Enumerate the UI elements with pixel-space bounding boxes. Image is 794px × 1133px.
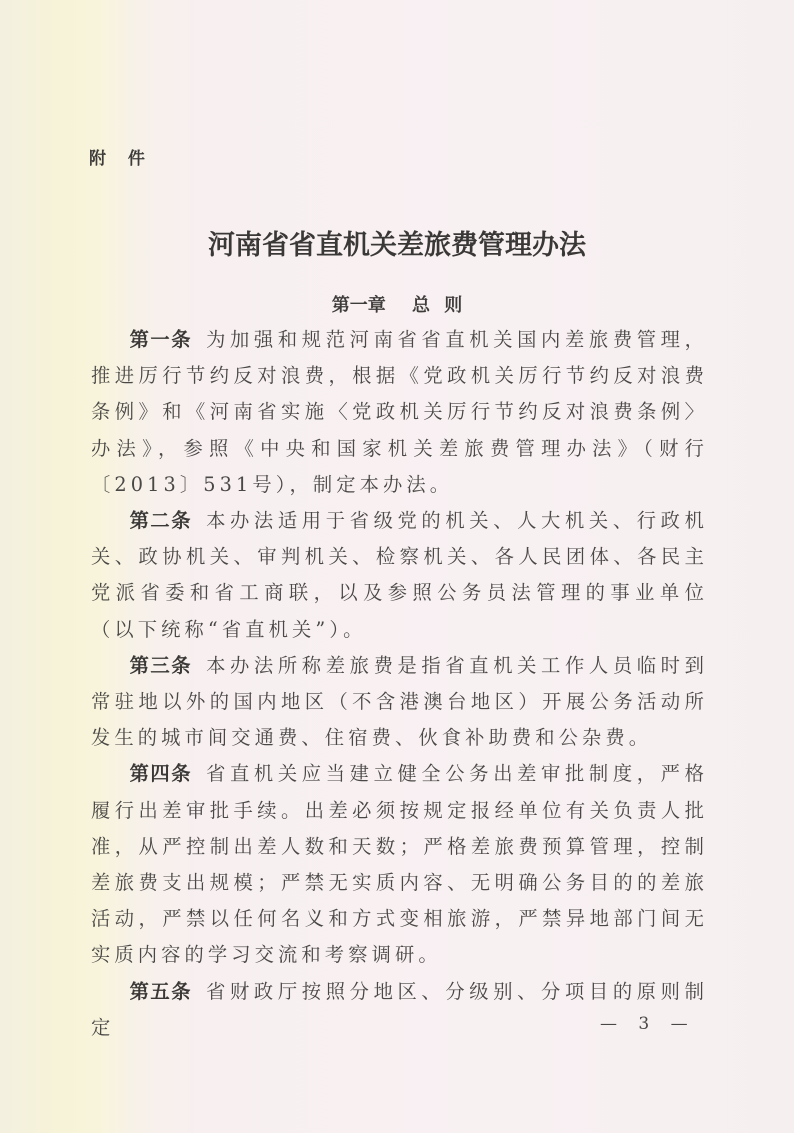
document-body: [91, 322, 708, 1046]
article-label: 第五条: [129, 979, 193, 1003]
article-label: 第四条: [129, 762, 193, 786]
chapter-number: 第一章: [331, 295, 386, 316]
article-text: 本办法所称差旅费是指省直机关工作人员临时到常驻地以外的国内地区（不含港澳台地区）开展公务活动所发生的城市间交通费、住宿费、伙食补助费和公杂费。: [91, 653, 708, 750]
article-1: [91, 322, 708, 503]
chapter-heading: [0, 291, 794, 317]
article-text: 本办法适用于省级党的机关、人大机关、行政机关、政协机关、审判机关、检察机关、各人民团体、各民主党派省委和省工商联，以及参照公务员法管理的事业单位（以下统称“省直机关”）。: [91, 509, 708, 641]
article-label: 第一条: [129, 328, 193, 351]
article-3: [91, 648, 708, 757]
chapter-name: 总 则: [412, 295, 463, 316]
article-label: 第二条: [129, 509, 193, 533]
document-title: 河南省省直机关差旅费管理办法: [208, 230, 586, 261]
article-2: [91, 503, 708, 648]
article-4: [91, 756, 708, 973]
attachment-label: 附 件: [89, 149, 153, 169]
article-5: [91, 974, 708, 1046]
page-number: — 3 —: [600, 1014, 696, 1034]
article-text: 省直机关应当建立健全公务出差审批制度，严格履行出差审批手续。出差必须按规定报经单位有关负责人批准，从严控制出差人数和天数；严格差旅费预算管理，控制差旅费支出规模；严禁无实质内容、无明确公务目的的差旅活动，严禁以任何名义和方式变相旅游，严禁异地部门间无实质内容的学习交流和考察调研。: [91, 762, 708, 967]
article-text: 为加强和规范河南省省直机关国内差旅费管理，推进厉行节约反对浪费，根据《党政机关厉行节约反对浪费条例》和《河南省实施〈党政机关厉行节约反对浪费条例〉办法》，参照《中央和国家机关差旅费管理办法》（财行〔2013〕531号），制定本办法。: [91, 328, 708, 496]
article-text: 省财政厅按照分地区、分级别、分项目的原则制定: [91, 979, 708, 1039]
article-label: 第三条: [129, 653, 193, 677]
